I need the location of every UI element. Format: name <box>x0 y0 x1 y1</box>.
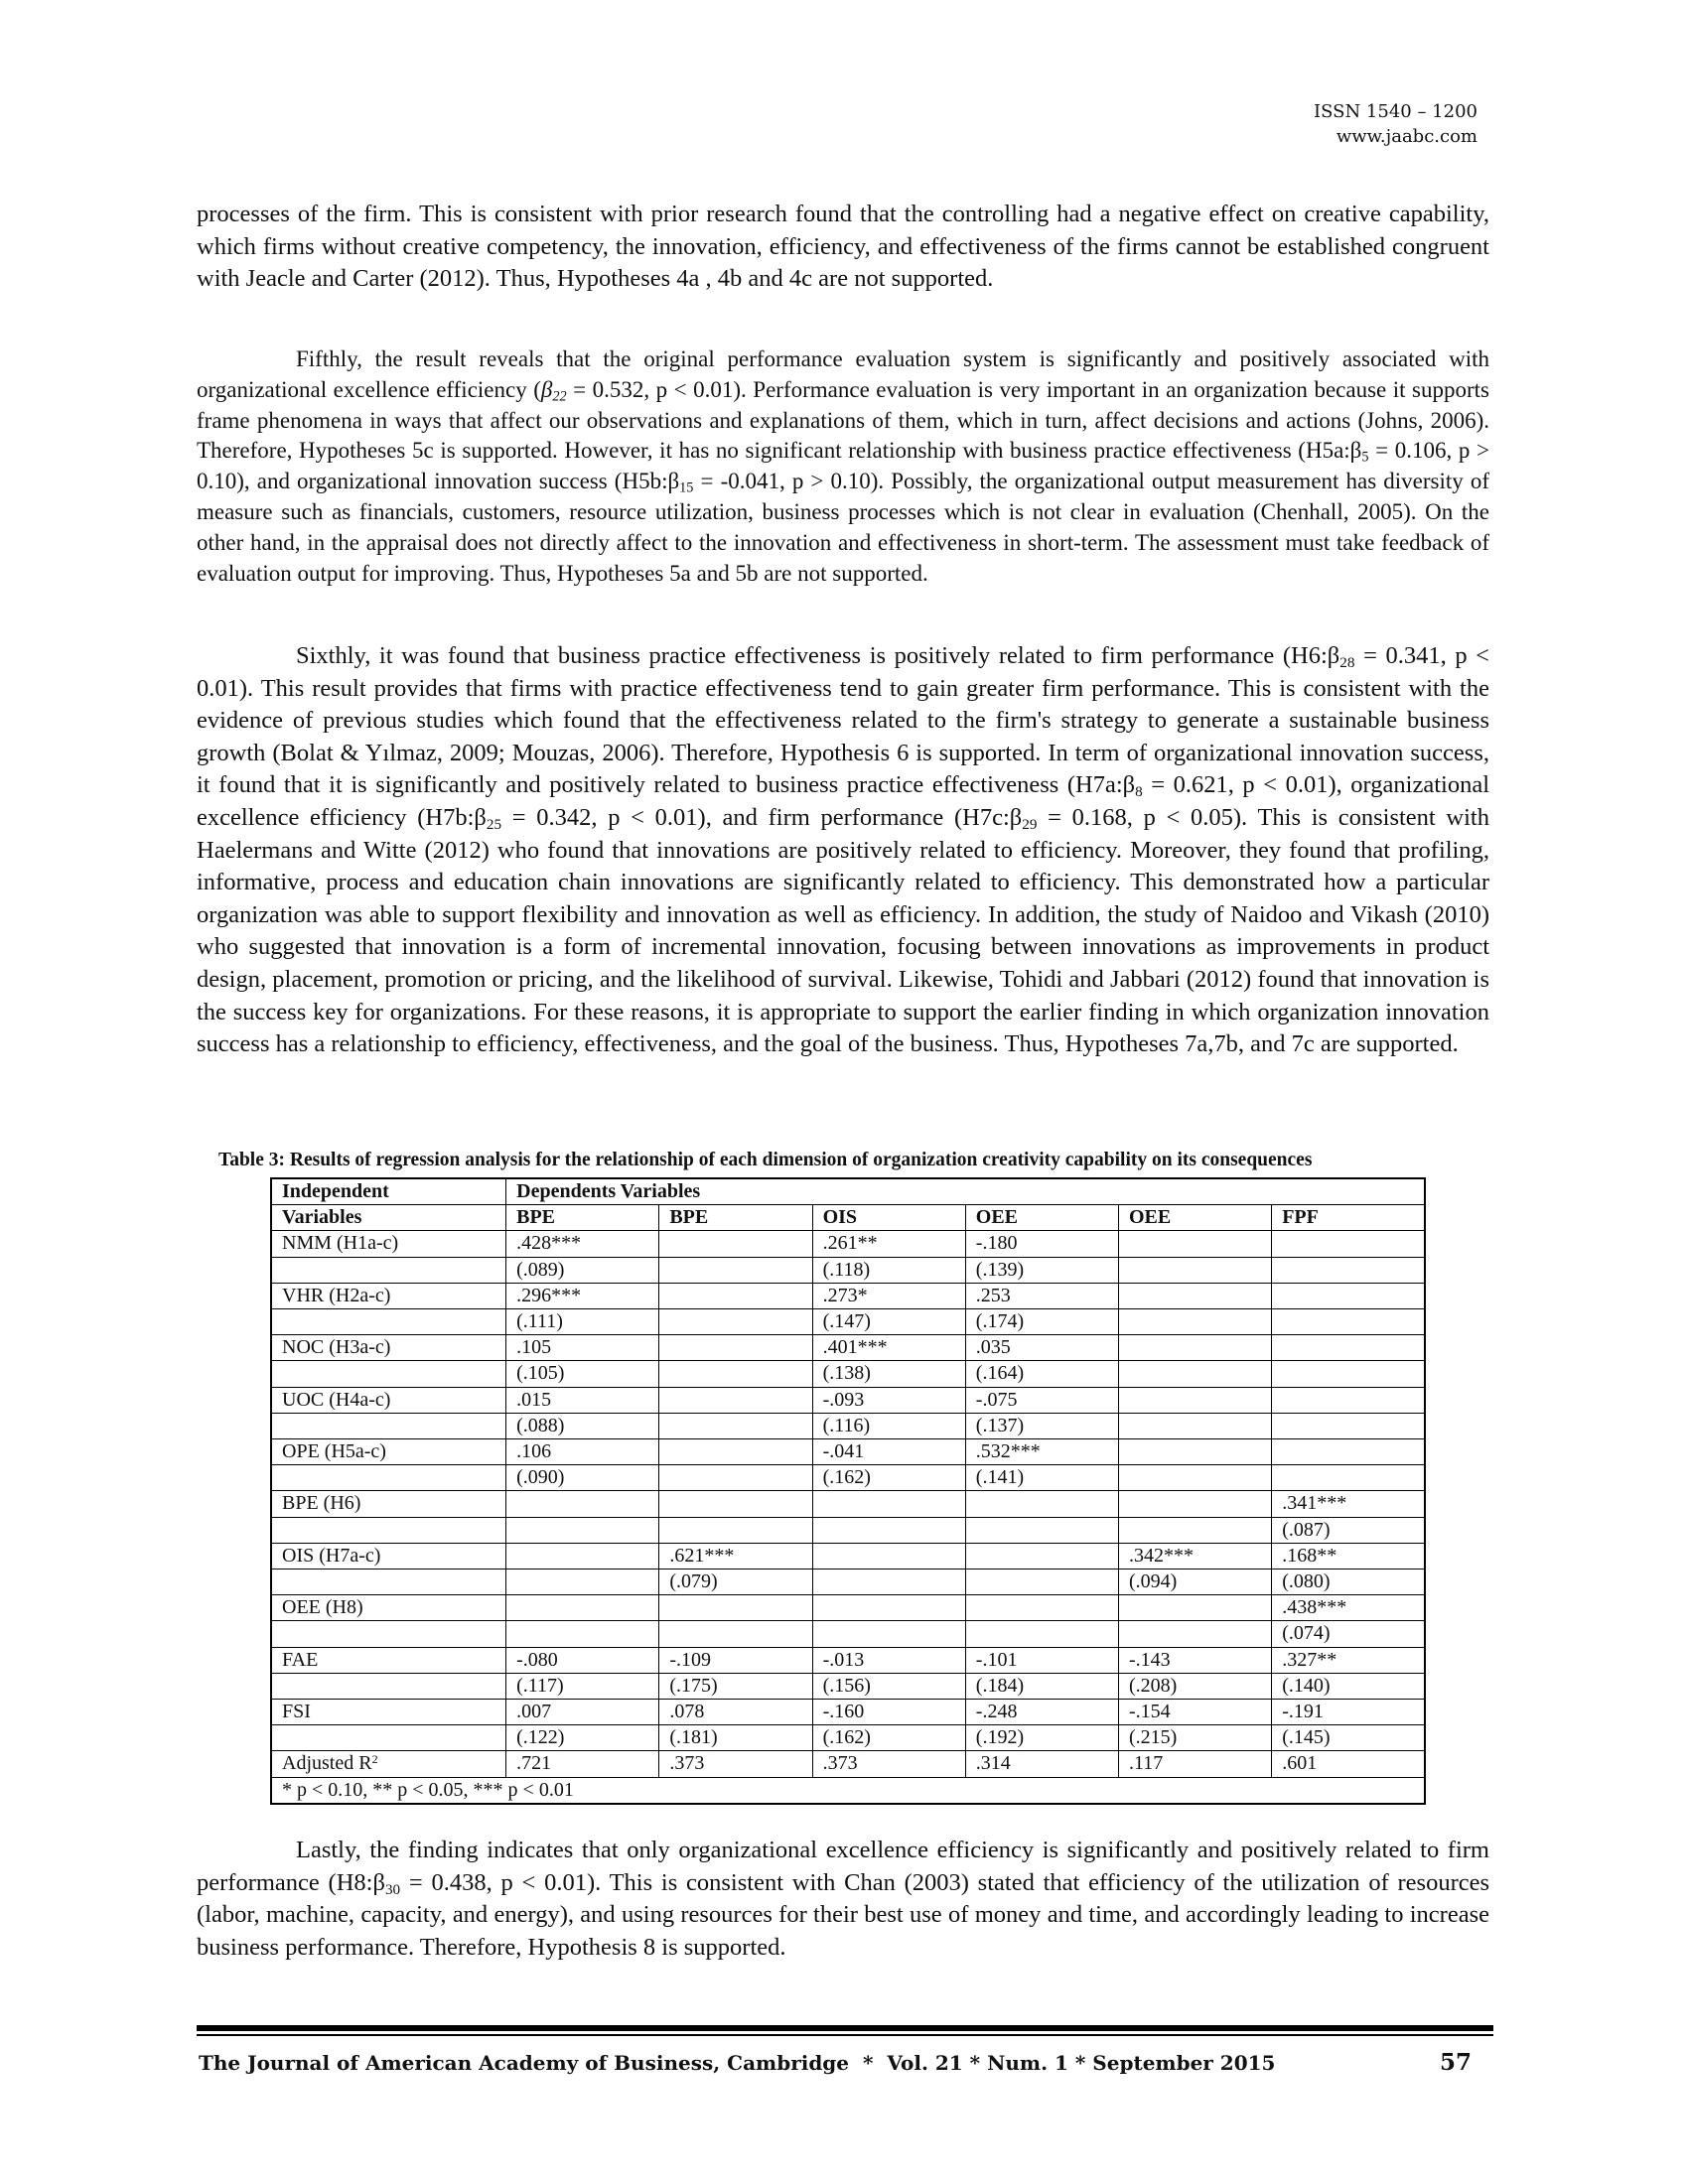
table-cell <box>271 1465 506 1491</box>
table-cell: -.013 <box>812 1647 965 1673</box>
table-cell <box>965 1570 1118 1595</box>
table-cell <box>659 1231 812 1257</box>
table-cell: .015 <box>506 1387 659 1413</box>
table-header-cell: Independent <box>271 1178 506 1205</box>
table-cell <box>506 1491 659 1517</box>
table-cell <box>659 1361 812 1387</box>
table-header-cell: OIS <box>812 1205 965 1231</box>
table-header-row-2 <box>271 1205 1425 1231</box>
table-cell: -.041 <box>812 1439 965 1465</box>
table-cell <box>1272 1413 1425 1438</box>
table-cell: (.162) <box>812 1465 965 1491</box>
table-caption: Table 3: Results of regression analysis for the relationship of each dimension of organization creativity capability on its consequences <box>218 1150 1313 1170</box>
table-cell <box>506 1595 659 1621</box>
table-cell: (.137) <box>965 1413 1118 1438</box>
table-row <box>271 1491 1425 1517</box>
table-cell <box>965 1517 1118 1543</box>
table-cell: NOC (H3a-c) <box>271 1335 506 1361</box>
table-cell: (.111) <box>506 1309 659 1335</box>
table-cell: (.175) <box>659 1673 812 1699</box>
table-cell <box>1272 1283 1425 1308</box>
table-cell <box>271 1517 506 1543</box>
table-cell <box>271 1361 506 1387</box>
page-header <box>1314 99 1477 149</box>
table-cell <box>271 1673 506 1699</box>
table-cell: (.118) <box>812 1257 965 1283</box>
table-cell: (.147) <box>812 1309 965 1335</box>
table-cell <box>1119 1413 1272 1438</box>
table-cell <box>1119 1595 1272 1621</box>
table-cell <box>659 1413 812 1438</box>
table-cell: OPE (H5a-c) <box>271 1439 506 1465</box>
table-cell: (.094) <box>1119 1570 1272 1595</box>
table-cell <box>659 1257 812 1283</box>
table-header-cell: BPE <box>659 1205 812 1231</box>
table-header-cell: BPE <box>506 1205 659 1231</box>
table-cell: (.162) <box>812 1725 965 1751</box>
table-cell <box>659 1595 812 1621</box>
paragraph-3: Sixthly, it was found that business practice effectiveness is positively related to firm performance ($H6:\beta_{28} = 0.341$, p < 0.01). This result provides that firms with practice effectiveness tend to gain greater firm performance. This is consistent with the evidence of previous studies which found that the effectiveness related to the firm's strategy to generate a sustainable business growth (Bolat & Yılmaz, 2009; Mouzas, 2006). Therefore, Hypothesis 6 is supported. In term of organizational innovation success, it found that it is significantly and positively related to business practice effectiveness ($H7a:\beta_8 = 0.621$, p < 0.01), organizational excellence efficiency ($H7b:\beta_{25} = 0.342$, p < 0.01), and firm performance ($H7c:\beta_{29} = 0.168$, p < 0.05). This is consistent with Haelermans and Witte (2012) who found that innovations are positively related to efficiency. Moreover, they found that profiling, informative, process and education chain innovations are significantly related to efficiency. This demonstrated how a particular organization was able to support flexibility and innovation as well as efficiency. In addition, the study of Naidoo and Vikash (2010) who suggested that innovation is a form of incremental innovation, focusing between innovations as improvements in product design, placement, promotion or pricing, and the likelihood of survival. Likewise, Tohidi and Jabbari (2012) found that innovation is the success key for organizations. For these reasons, it is appropriate to support the earlier finding in which organization innovation success has a relationship to efficiency, effectiveness, and the goal of the business. Thus, Hypotheses 7a,7b, and 7c are supported. <box>197 642 1489 1058</box>
table-cell <box>812 1621 965 1647</box>
table-cell: -.160 <box>812 1700 965 1725</box>
table-cell: .007 <box>506 1700 659 1725</box>
table-cell <box>1272 1309 1425 1335</box>
table-cell: (.089) <box>506 1257 659 1283</box>
table-cell <box>659 1283 812 1308</box>
table-row <box>271 1725 1425 1751</box>
table-row <box>271 1647 1425 1673</box>
table-cell <box>506 1570 659 1595</box>
table-cell: (.117) <box>506 1673 659 1699</box>
table-cell: (.080) <box>1272 1570 1425 1595</box>
table-cell: VHR (H2a-c) <box>271 1283 506 1308</box>
table-cell <box>1119 1257 1272 1283</box>
table-cell: (.215) <box>1119 1725 1272 1751</box>
table-cell <box>506 1543 659 1569</box>
table-cell <box>965 1491 1118 1517</box>
table-cell: (.087) <box>1272 1517 1425 1543</box>
table-cell <box>812 1543 965 1569</box>
table-cell: .621*** <box>659 1543 812 1569</box>
table-cell <box>271 1309 506 1335</box>
table-cell <box>1119 1335 1272 1361</box>
table-cell: (.079) <box>659 1570 812 1595</box>
table-cell: .601 <box>1272 1751 1425 1777</box>
table-row <box>271 1621 1425 1647</box>
table-cell <box>812 1595 965 1621</box>
table-cell: (.140) <box>1272 1673 1425 1699</box>
table-cell: -.075 <box>965 1387 1118 1413</box>
table-cell <box>1272 1465 1425 1491</box>
table-cell: .342*** <box>1119 1543 1272 1569</box>
table-cell: .261** <box>812 1231 965 1257</box>
regression-table <box>270 1177 1426 1805</box>
table-cell: .106 <box>506 1439 659 1465</box>
table-cell: (.074) <box>1272 1621 1425 1647</box>
table-cell <box>812 1491 965 1517</box>
table-cell: -.191 <box>1272 1700 1425 1725</box>
table-header-cell: Dependents Variables <box>506 1178 1425 1205</box>
table-row <box>271 1570 1425 1595</box>
table-cell: -.248 <box>965 1700 1118 1725</box>
table-cell: (.145) <box>1272 1725 1425 1751</box>
table-header-cell: Variables <box>271 1205 506 1231</box>
table-cell: -.109 <box>659 1647 812 1673</box>
table-cell: .168** <box>1272 1543 1425 1569</box>
table-row-adjusted-r2 <box>271 1751 1425 1777</box>
table-cell: (.208) <box>1119 1673 1272 1699</box>
table-row <box>271 1361 1425 1387</box>
table-header-cell: OEE <box>965 1205 1118 1231</box>
table-cell: (.139) <box>965 1257 1118 1283</box>
paragraph-2: Fifthly, the result reveals that the original performance evaluation system is significantly and positively associated with organizational excellence efficiency ($\beta_{22} = 0.532$, p < 0.01). Performance evaluation is very important in an organization because it supports frame phenomena in ways that affect our observations and explanations of them, which in turn, affect decisions and actions (Johns, 2006). Therefore, Hypotheses 5c is supported. However, it has no significant relationship with business practice effectiveness ($H5a:\beta_5 = 0.106$, p > 0.10), and organizational innovation success ($H5b:\beta_{15} = -0.041$, p > 0.10). Possibly, the organizational output measurement has diversity of measure such as financials, customers, resource utilization, business processes which is not clear in evaluation (Chenhall, 2005). On the other hand, in the appraisal does not directly affect to the innovation and effectiveness in short-term. The assessment must take feedback of evaluation output for improving. Thus, Hypotheses 5a and 5b are not supported. <box>197 346 1489 586</box>
table-header-cell: FPF <box>1272 1205 1425 1231</box>
table-cell <box>659 1491 812 1517</box>
paragraph-4: Lastly, the finding indicates that only organizational excellence efficiency is significantly and positively related to firm performance ($H8:\beta_{30} = 0.438$, p < 0.01). This is consistent with Chan (2003) stated that efficiency of the utilization of resources (labor, machine, capacity, and energy), and using resources for their best use of money and time, and accordingly leading to increase business performance. Therefore, Hypothesis 8 is supported. <box>197 1837 1490 1961</box>
table-row <box>271 1231 1425 1257</box>
table-cell: (.184) <box>965 1673 1118 1699</box>
table-cell: .035 <box>965 1335 1118 1361</box>
table-cell: -.143 <box>1119 1647 1272 1673</box>
table-cell <box>659 1517 812 1543</box>
table-cell: -.154 <box>1119 1700 1272 1725</box>
table-cell: .296*** <box>506 1283 659 1308</box>
table-row <box>271 1335 1425 1361</box>
table-cell: Adjusted $R^2$ <box>271 1751 506 1777</box>
table-cell <box>271 1570 506 1595</box>
page-number: 57 <box>1439 2049 1472 2076</box>
table-cell: -.093 <box>812 1387 965 1413</box>
table-cell <box>1272 1361 1425 1387</box>
table-cell: (.192) <box>965 1725 1118 1751</box>
table-cell: (.090) <box>506 1465 659 1491</box>
table-cell <box>1272 1335 1425 1361</box>
journal-name: The Journal of American Academy of Business, Cambridge * Vol. 21 * Num. 1 * September 2015 <box>199 2051 1276 2075</box>
table-cell: -.080 <box>506 1647 659 1673</box>
table-row <box>271 1465 1425 1491</box>
table-cell <box>812 1517 965 1543</box>
table-cell <box>1119 1491 1272 1517</box>
table-cell: (.181) <box>659 1725 812 1751</box>
paragraph-1: processes of the firm. This is consistent with prior research found that the controlling had a negative effect on creative capability, which firms without creative competency, the innovation, efficiency, and effectiveness of the firms cannot be established congruent with Jeacle and Carter (2012). Thus, Hypotheses 4a , 4b and 4c are not supported. <box>197 201 1489 293</box>
table-cell <box>1272 1387 1425 1413</box>
table-cell <box>965 1621 1118 1647</box>
table-cell: BPE (H6) <box>271 1491 506 1517</box>
table-cell: .105 <box>506 1335 659 1361</box>
table-cell <box>1119 1465 1272 1491</box>
table-cell: -.180 <box>965 1231 1118 1257</box>
table-cell <box>965 1543 1118 1569</box>
table-row <box>271 1309 1425 1335</box>
table-note-row <box>271 1777 1425 1804</box>
table-cell <box>271 1257 506 1283</box>
table-cell: .532*** <box>965 1439 1118 1465</box>
table-row <box>271 1700 1425 1725</box>
table-cell <box>506 1621 659 1647</box>
table-cell <box>965 1595 1118 1621</box>
footer-rule <box>197 2034 1493 2036</box>
table-cell <box>1272 1231 1425 1257</box>
table-cell: .438*** <box>1272 1595 1425 1621</box>
table-row <box>271 1413 1425 1438</box>
page-footer <box>199 2051 1491 2075</box>
table-cell: (.122) <box>506 1725 659 1751</box>
table-cell: .401*** <box>812 1335 965 1361</box>
table-cell <box>1119 1439 1272 1465</box>
table-row <box>271 1517 1425 1543</box>
table-cell: (.088) <box>506 1413 659 1438</box>
table-cell <box>1119 1361 1272 1387</box>
table-cell: FSI <box>271 1700 506 1725</box>
table-cell: FAE <box>271 1647 506 1673</box>
table-row <box>271 1439 1425 1465</box>
table-cell <box>1119 1309 1272 1335</box>
table-cell <box>659 1465 812 1491</box>
table-cell <box>659 1335 812 1361</box>
table-cell <box>506 1517 659 1543</box>
table-cell: (.156) <box>812 1673 965 1699</box>
table-cell: -.101 <box>965 1647 1118 1673</box>
table-row <box>271 1673 1425 1699</box>
table-row <box>271 1543 1425 1569</box>
table-cell: UOC (H4a-c) <box>271 1387 506 1413</box>
table-cell: (.105) <box>506 1361 659 1387</box>
table-row <box>271 1595 1425 1621</box>
table-cell: (.174) <box>965 1309 1118 1335</box>
table-cell: .273* <box>812 1283 965 1308</box>
table-cell <box>1119 1621 1272 1647</box>
table-row <box>271 1387 1425 1413</box>
website: www.jaabc.com <box>1336 126 1477 147</box>
table-cell <box>1119 1283 1272 1308</box>
table-cell: .117 <box>1119 1751 1272 1777</box>
table-cell: .253 <box>965 1283 1118 1308</box>
footer-rule <box>197 2025 1493 2031</box>
table-cell <box>659 1309 812 1335</box>
table-cell: (.116) <box>812 1413 965 1438</box>
table-cell <box>1119 1387 1272 1413</box>
table-cell: .327** <box>1272 1647 1425 1673</box>
table-cell: .314 <box>965 1751 1118 1777</box>
table-cell: OEE (H8) <box>271 1595 506 1621</box>
table-cell <box>271 1725 506 1751</box>
table-cell <box>1119 1231 1272 1257</box>
table-row <box>271 1283 1425 1308</box>
table-cell <box>1272 1439 1425 1465</box>
table-note: * p < 0.10, ** p < 0.05, *** p < 0.01 <box>271 1777 1425 1804</box>
table-cell: .373 <box>659 1751 812 1777</box>
table-cell: (.141) <box>965 1465 1118 1491</box>
table-cell: (.164) <box>965 1361 1118 1387</box>
table-row <box>271 1257 1425 1283</box>
table-cell: .373 <box>812 1751 965 1777</box>
table-header-row-1 <box>271 1178 1425 1205</box>
table-cell <box>659 1387 812 1413</box>
table-cell <box>271 1621 506 1647</box>
table-cell <box>271 1413 506 1438</box>
table-cell: NMM (H1a-c) <box>271 1231 506 1257</box>
issn: ISSN 1540 – 1200 <box>1314 101 1477 122</box>
table-cell <box>1119 1517 1272 1543</box>
table-cell <box>812 1570 965 1595</box>
table-cell: .078 <box>659 1700 812 1725</box>
table-cell <box>659 1439 812 1465</box>
table-cell: (.138) <box>812 1361 965 1387</box>
table-cell: .428*** <box>506 1231 659 1257</box>
table-cell: OIS (H7a-c) <box>271 1543 506 1569</box>
table-cell <box>1272 1257 1425 1283</box>
table-cell: .721 <box>506 1751 659 1777</box>
table-cell: .341*** <box>1272 1491 1425 1517</box>
table-cell <box>659 1621 812 1647</box>
table-header-cell: OEE <box>1119 1205 1272 1231</box>
